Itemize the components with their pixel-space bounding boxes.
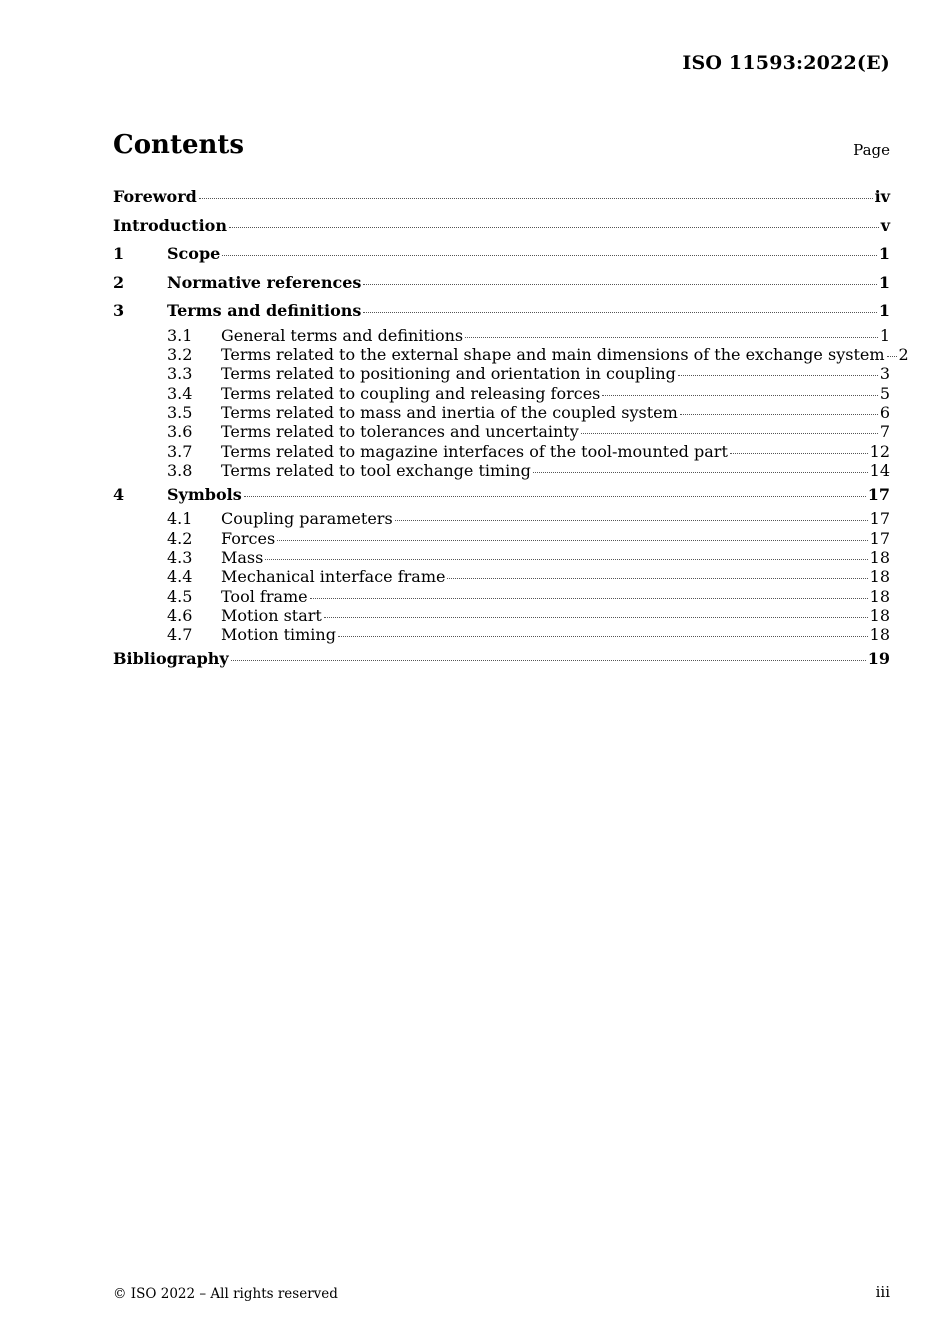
toc-subentry[interactable]: [113, 384, 890, 403]
toc-subentry[interactable]: [113, 461, 890, 480]
page-column-label: Page: [853, 141, 890, 159]
toc-page: 3: [879, 364, 890, 384]
toc-label: Forces: [221, 528, 276, 548]
toc-subentry[interactable]: [113, 625, 890, 644]
leader-dots: [363, 311, 876, 313]
toc-number: 4: [113, 484, 125, 504]
toc-number: 4.4: [167, 567, 193, 587]
leader-dots: [231, 659, 866, 661]
toc-entry-terms-and-definitions[interactable]: [113, 297, 890, 326]
toc-label: General terms and definitions: [221, 325, 464, 345]
toc-label: Foreword: [113, 187, 197, 206]
toc-label: Terms related to magazine interfaces of the tool-mounted part: [221, 441, 728, 461]
leader-dots: [277, 539, 867, 541]
toc-number: 3.7: [167, 441, 193, 461]
toc-label: Motion start: [221, 606, 322, 626]
leader-dots: [602, 394, 877, 396]
toc-number: 1: [113, 244, 125, 263]
toc-number: 3.6: [167, 422, 193, 442]
toc-page: 18: [869, 547, 890, 567]
leader-dots: [678, 374, 878, 376]
toc-label: Terms and definitions: [167, 301, 362, 320]
toc-number: 2: [113, 272, 125, 292]
toc-page: 6: [879, 403, 890, 423]
toc-number: 3.2: [167, 344, 193, 364]
table-of-contents: [113, 183, 909, 673]
toc-label: Scope: [167, 244, 221, 263]
toc-subentry[interactable]: [113, 587, 890, 606]
toc-label: Mass: [221, 547, 264, 567]
toc-label: Normative references: [167, 272, 362, 292]
toc-page: 17: [867, 484, 890, 504]
toc-page: 5: [879, 383, 890, 403]
toc-subentry[interactable]: [113, 567, 890, 586]
toc-label: Coupling parameters: [221, 509, 393, 529]
footer-page-number: iii: [875, 1283, 890, 1301]
contents-title: Contents: [113, 130, 245, 160]
toc-number: 3.3: [167, 364, 193, 384]
toc-page: 18: [869, 625, 890, 645]
leader-dots: [447, 577, 867, 579]
toc-label: Tool frame: [221, 586, 308, 606]
footer-copyright: © ISO 2022 – All rights reserved: [113, 1286, 338, 1302]
toc-number: 3.5: [167, 403, 193, 423]
toc-page: iv: [874, 187, 890, 206]
toc-page: 12: [869, 441, 890, 461]
leader-dots: [222, 254, 877, 256]
toc-label: Bibliography: [113, 648, 229, 668]
toc-page: 2: [898, 344, 909, 364]
toc-entry-symbols[interactable]: [113, 481, 890, 510]
toc-number: 3.4: [167, 383, 193, 403]
toc-label: Terms related to positioning and orientation in coupling: [221, 364, 676, 384]
toc-page: v: [880, 215, 890, 235]
leader-dots: [229, 226, 879, 228]
toc-subentry[interactable]: [113, 403, 890, 422]
toc-number: 4.6: [167, 606, 193, 626]
leader-dots: [338, 635, 868, 637]
toc-page: 18: [869, 606, 890, 626]
toc-page: 17: [869, 509, 890, 529]
leader-dots: [887, 355, 897, 357]
toc-number: 4.3: [167, 547, 193, 567]
toc-label: Motion timing: [221, 625, 336, 645]
toc-entry-normative-references[interactable]: [113, 269, 890, 298]
leader-dots: [581, 432, 878, 434]
toc-label: Terms related to mass and inertia of the coupled system: [221, 403, 678, 423]
toc-subentry[interactable]: [113, 606, 890, 625]
toc-label: Terms related to tolerances and uncertainty: [221, 422, 579, 442]
toc-subentry[interactable]: [113, 509, 890, 528]
toc-subentry[interactable]: [113, 529, 890, 548]
toc-label: Introduction: [113, 215, 227, 235]
toc-label: Terms related to tool exchange timing: [221, 461, 531, 481]
leader-dots: [395, 519, 868, 521]
toc-subentry[interactable]: [113, 442, 890, 461]
toc-page: 1: [878, 301, 890, 320]
toc-page: 17: [869, 528, 890, 548]
toc-page: 1: [878, 272, 890, 292]
leader-dots: [265, 558, 867, 560]
toc-page: 7: [879, 422, 890, 442]
toc-entry-foreword[interactable]: [113, 183, 890, 212]
leader-dots: [465, 336, 878, 338]
leader-dots: [363, 283, 876, 285]
toc-number: 4.1: [167, 509, 193, 529]
toc-number: 4.7: [167, 625, 193, 645]
toc-entry-introduction[interactable]: [113, 212, 890, 241]
toc-page: 14: [869, 461, 890, 481]
document-id: ISO 11593:2022(E): [682, 52, 890, 74]
toc-number: 3.8: [167, 461, 193, 481]
leader-dots: [533, 471, 868, 473]
toc-subentry[interactable]: [113, 422, 890, 441]
leader-dots: [680, 413, 878, 415]
leader-dots: [244, 495, 866, 497]
toc-number: 3: [113, 301, 125, 320]
toc-subentry[interactable]: [113, 548, 890, 567]
leader-dots: [730, 452, 868, 454]
toc-label: Terms related to coupling and releasing forces: [221, 383, 601, 403]
toc-entry-scope[interactable]: [113, 240, 890, 269]
toc-page: 19: [867, 648, 890, 668]
toc-page: 18: [869, 567, 890, 587]
toc-label: Symbols: [167, 484, 242, 504]
leader-dots: [310, 597, 868, 599]
toc-label: Terms related to the external shape and main dimensions of the exchange system: [221, 344, 885, 364]
toc-entry-bibliography[interactable]: [113, 645, 890, 674]
toc-number: 4.2: [167, 528, 193, 548]
leader-dots: [324, 616, 868, 618]
toc-subentry[interactable]: [113, 344, 909, 364]
toc-subentry[interactable]: [113, 364, 890, 383]
toc-subentry[interactable]: [113, 326, 890, 345]
toc-label: Mechanical interface frame: [221, 567, 446, 587]
leader-dots: [199, 197, 873, 199]
toc-page: 1: [879, 325, 890, 345]
toc-number: 3.1: [167, 325, 193, 345]
toc-page: 18: [869, 586, 890, 606]
toc-page: 1: [878, 244, 890, 263]
toc-number: 4.5: [167, 586, 193, 606]
